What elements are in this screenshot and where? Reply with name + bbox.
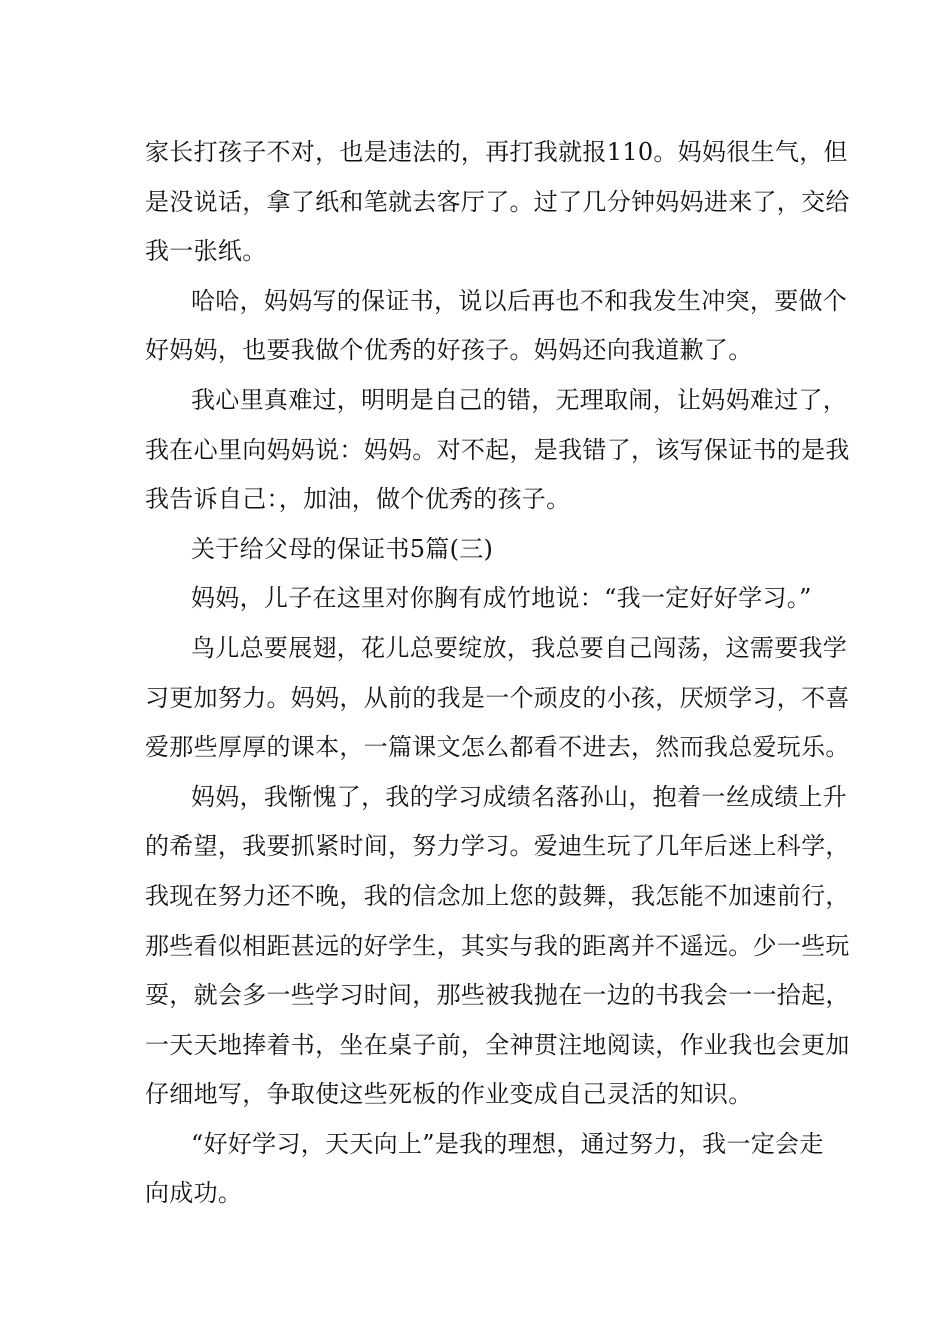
text-line: 习更加努力。妈妈，从前的我是一个顽皮的小孩，厌烦学习，不喜 <box>145 683 850 712</box>
text-line: 是没说话，拿了纸和笔就去客厅了。过了几分钟妈妈进来了，交给 <box>145 187 850 216</box>
text-line: 一天天地捧着书，坐在桌子前，全神贯注地阅读，作业我也会更加 <box>145 1030 850 1059</box>
text-line: 我现在努力还不晚，我的信念加上您的鼓舞，我怎能不加速前行， <box>145 881 850 910</box>
paragraph-start-line: 妈妈，我惭愧了，我的学习成绩名落孙山，抱着一丝成绩上升 <box>191 782 848 811</box>
paragraph-start-line: 妈妈，儿子在这里对你胸有成竹地说：“我一定好好学习。” <box>191 584 812 613</box>
text-line: 我一张纸。 <box>145 237 267 266</box>
text-line: 那些看似相距甚远的好学生，其实与我的距离并不遥远。少一些玩 <box>145 931 850 960</box>
text-line: 的希望，我要抓紧时间，努力学习。爱迪生玩了几年后迷上科学， <box>145 832 850 861</box>
text-line: 我告诉自己：，加油，做个优秀的孩子。 <box>145 485 571 514</box>
section-heading: 关于给父母的保证书5篇(三) <box>191 534 494 563</box>
paragraph-start-line: 哈哈，妈妈写的保证书，说以后再也不和我发生冲突，要做个 <box>191 286 848 315</box>
text-line: 耍，就会多一些学习时间，那些被我抛在一边的书我会一一拾起， <box>145 981 850 1010</box>
text-line: 爱那些厚厚的课本，一篇课文怎么都看不进去，然而我总爱玩乐。 <box>145 733 850 762</box>
text-line: 好妈妈，也要我做个优秀的好孩子。妈妈还向我道歉了。 <box>145 336 753 365</box>
document-body <box>145 128 850 1219</box>
text-line: 仔细地写，争取使这些死板的作业变成自己灵活的知识。 <box>145 1080 753 1109</box>
text-line: 向成功。 <box>145 1179 243 1208</box>
paragraph-start-line: “好好学习，天天向上”是我的理想，通过努力，我一定会走 <box>191 1129 824 1158</box>
paragraph-start-line: 我心里真难过，明明是自己的错，无理取闹，让妈妈难过了， <box>191 385 848 414</box>
text-line: 我在心里向妈妈说：妈妈。对不起，是我错了，该写保证书的是我 <box>145 435 850 464</box>
text-line: 家长打孩子不对，也是违法的，再打我就报110。妈妈很生气，但 <box>145 138 848 166</box>
paragraph-start-line: 鸟儿总要展翅，花儿总要绽放，我总要自己闯荡，这需要我学 <box>191 633 848 662</box>
